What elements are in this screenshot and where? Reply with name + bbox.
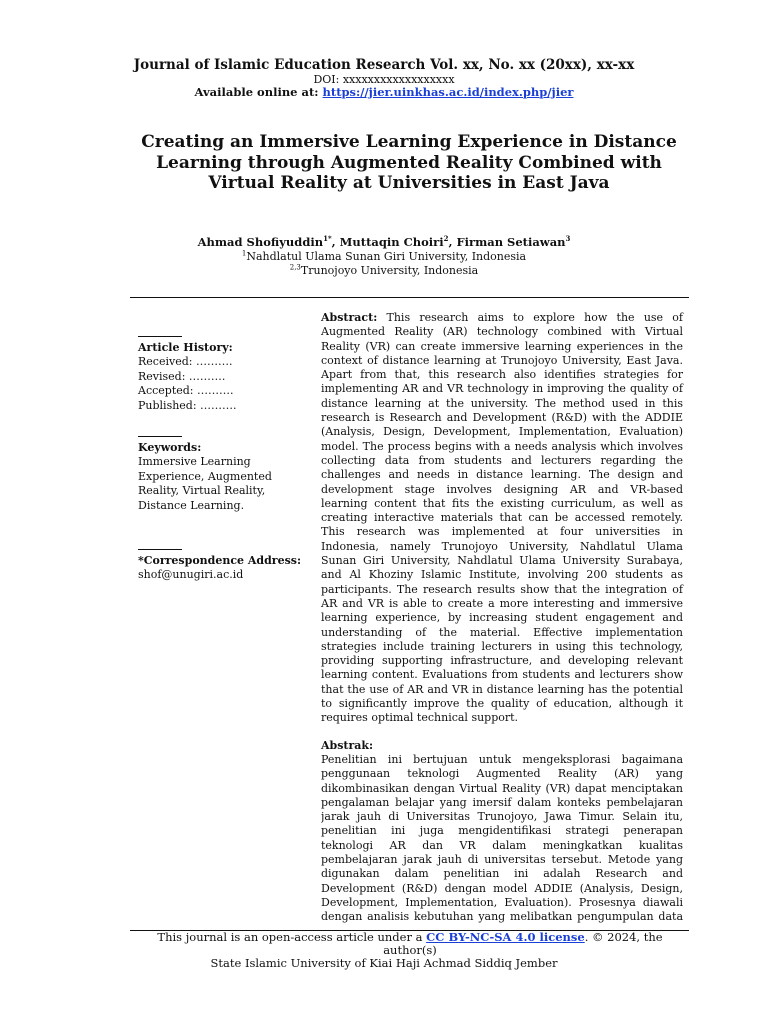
author-2: , Muttaqin Choiri bbox=[331, 235, 444, 249]
license-link[interactable]: CC BY-NC-SA 4.0 license bbox=[426, 930, 585, 944]
author-3: , Firman Setiawan bbox=[448, 235, 566, 249]
correspondence-section bbox=[138, 549, 313, 583]
header-divider bbox=[130, 297, 689, 298]
available-online-line bbox=[0, 85, 768, 99]
journal-url-link[interactable]: https://jier.uinkhas.ac.id/index.php/jier bbox=[322, 85, 574, 99]
abstrak-label: Abstrak: bbox=[321, 739, 374, 752]
author-1-affil: 1* bbox=[323, 234, 332, 244]
published-date: Published: ………. bbox=[138, 398, 237, 412]
keywords-text: Immersive Learning Experience, Augmented Reality, Virtual Reality, Distance Learning. bbox=[138, 455, 272, 512]
author-list bbox=[0, 235, 768, 249]
received-date: Received: ………. bbox=[138, 355, 233, 369]
online-label: Available online at: bbox=[194, 85, 323, 99]
keywords-rule bbox=[138, 436, 182, 437]
author-1: Ahmad Shofiyuddin bbox=[197, 235, 324, 249]
accepted-date: Accepted: ………. bbox=[138, 384, 234, 398]
abstrak-text: Penelitian ini bertujuan untuk mengeksplorasi bagaimana penggunaan teknologi Augmented Reality (AR) yang dikombinasikan dengan Virtual Reality (VR) dapat menciptakan pengalaman belajar yang imersif dalam konteks pembelajaran jarak jauh di Universitas Trunojoyo, Jawa Timur. Selain itu, penelitian ini juga mengidentifikasi strategi penerapan teknologi AR dan VR dalam meningkatkan kualitas pembelajaran jarak jauh di universitas tersebut. Metode yang digunakan dalam penelitian ini adalah Research and Development (R&D) dengan model ADDIE (Analysis, Design, Development, Implementation, Evaluation). Prosesnya diawali dengan analisis kebutuhan yang melibatkan pengumpulan data bbox=[321, 753, 683, 923]
keywords-section bbox=[138, 436, 313, 513]
abstract-text: This research aims to explore how the use of Augmented Reality (AR) technology combined with Virtual Reality (VR) can create immersive learning experiences in the context of distance learning at Trunojoyo University, East Java. Apart from that, this research also identifies strategies for implementing AR and VR technology in improving the quality of distance learning at the university. The method used in this research is Research and Development (R&D) with the ADDIE (Analysis, Design, Development, Implementation, Evaluation) model. The process begins with a needs analysis which involves collecting data from students and lecturers regarding the challenges and needs in distance learning. The design and development stage involves designing AR and VR-based learning content that fits the existing curriculum, as well as creating interactive materials that can be accessed remotely. This research was implemented at four universities in Indonesia, namely Trunojoyo University, Nahdlatul Ulama Sunan Giri University, Nahdlatul Ulama University Surabaya, and Al Khoziny Islamic Institute, involving 200 students as participants. The research results show that the integration of AR and VR is able to create a more interesting and immersive learning experience, by increasing student engagement and understanding of the material. Effective implementation strategies include training lecturers in using this technology, providing supporting infrastructure, and developing relevant learning content. Evaluations from students and lecturers show that the use of AR and VR in distance learning has the potential to significantly improve the quality of education, although it requires optimal technical support. bbox=[321, 311, 683, 725]
license-note: This journal is an open-access article under a CC BY-NC-SA 4.0 license. © 2024, the author(s) bbox=[157, 930, 663, 957]
institution-footer: State Islamic University of Kiai Haji Achmad Siddiq Jember bbox=[210, 956, 558, 970]
doi-line: DOI: xxxxxxxxxxxxxxxxxx bbox=[313, 73, 455, 86]
history-rule bbox=[138, 336, 182, 337]
abstract-label: Abstract: bbox=[321, 311, 378, 324]
article-history-label: Article History: bbox=[138, 341, 233, 354]
affiliation-2: $^{2,3}$Trunojoyo University, Indonesia bbox=[289, 263, 479, 277]
author-3-affil: 3 bbox=[565, 234, 571, 244]
correspondence-rule bbox=[138, 549, 182, 550]
article-history bbox=[138, 336, 313, 413]
correspondence-email: shof@unugiri.ac.id bbox=[138, 568, 244, 582]
keywords-label: Keywords: bbox=[138, 441, 202, 454]
abstract-english bbox=[321, 311, 683, 726]
affiliation-1: $^1$Nahdlatul Ulama Sunan Giri University, Indonesia bbox=[241, 249, 527, 263]
paper-title: Creating an Immersive Learning Experience in Distance Learning through Augmented Reality Combined with Virtual Reality at Universities in East Java bbox=[141, 132, 677, 193]
journal-header: Journal of Islamic Education Research Vol. xx, No. xx (20xx), xx-xx bbox=[133, 57, 635, 73]
correspondence-label: *Correspondence Address: bbox=[138, 554, 302, 567]
revised-date: Revised: ………. bbox=[138, 369, 226, 383]
author-2-affil: 2 bbox=[443, 234, 449, 244]
